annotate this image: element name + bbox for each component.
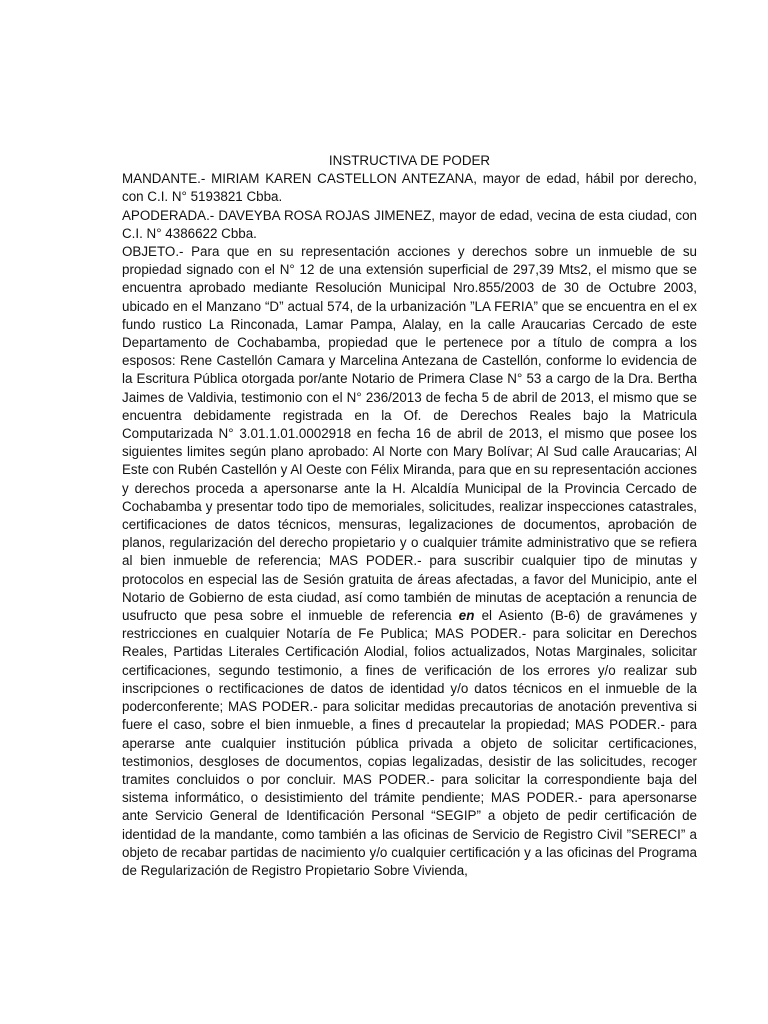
document-title: INSTRUCTIVA DE PODER [328,153,491,168]
objeto-text-part-1: OBJETO.- Para que en su representación acciones y derechos sobre un inmueble de su propiedad signado con el N° 12 de una extensión superficial de 297,39 Mts2, el mismo que se encuentra aprobado mediante Resolución Municipal Nro.855/2003 de 30 de Octubre 2003, ubicado en el Manzano “D” actual 574, de la urbanización ”LA FERIA” que se encuentra en el ex fundo rustico La Rinconada, Lamar Pampa, Alalay, en la calle Araucarias Cercado de este Departamento de Cochabamba, propiedad que le pertenece por a título de compra a los esposos: Rene Castellón Camara y Marcelina Antezana de Castellón, conforme lo evidencia de la Escritura Pública otorgada por/ante Notario de Primera Clase N° 53 a cargo de la Dra. Bertha Jaimes de Valdivia, testimonio con el N° 236/2013 de fecha 5 de abril de 2013, el mismo que se encuentra debidamente registrada en la Of. de Derechos Reales bajo la Matricula Computarizada N° 3.01.1.01.0002918 en fecha 16 de abril de 2013, el mismo que posee los siguientes limites según plano aprobado: Al Norte con Mary Bolívar; Al Sud calle Araucarias; Al Este con Rubén Castellón y Al Oeste con Félix Miranda, para que en su representación acciones y derechos proceda a apersonarse ante la H. Alcaldía Municipal de la Provincia Cercado de Cochabamba y presentar todo tipo de memoriales, solicitudes, realizar inspecciones catastrales, certificaciones de datos técnicos, mensuras, legalizaciones de documentos, aprobación de planos, regularización del derecho propietario y o cualquier trámite administrativo que se refiera al bien inmueble de referencia; MAS PODER.- para suscribir cualquier tipo de minutas y protocolos en especial las de Sesión gratuita de áreas afectadas, a favor del Municipio, ante el Notario de Gobierno de esta ciudad, así como también de minutas de aceptación a renuncia de usufructo que pesa sobre el inmueble de referencia [122,244,697,624]
document-page [122,152,697,880]
objeto-paragraph [122,243,697,880]
mandante-paragraph: MANDANTE.- MIRIAM KAREN CASTELLON ANTEZANA, mayor de edad, hábil por derecho, con C.I. N° 5193821 Cbba. [122,171,697,205]
emphasis-en: en [458,608,475,624]
apoderada-paragraph: APODERADA.- DAVEYBA ROSA ROJAS JIMENEZ, mayor de edad, vecina de esta ciudad, con C.I. N° 4386622 Cbba. [122,207,697,241]
objeto-text-part-2: el Asiento (B-6) de gravámenes y restricciones en cualquier Notaría de Fe Publica; MAS PODER.- para solicitar en Derechos Reales, Partidas Literales Certificación Alodial, folios actualizados, Notas Marginales, solicitar certificaciones, segundo testimonio, a fines de verificación de los errores y/o realizar sub inscripciones o rectificaciones de datos de identidad y/o datos técnicos en el inmueble de la poderconferente; MAS PODER.- para solicitar medidas precautorias de anotación preventiva si fuere el caso, sobre el bien inmueble, a fines d precautelar la propiedad; MAS PODER.- para aperarse ante cualquier institución pública privada a objeto de solicitar certificaciones, testimonios, desgloses de documentos, copias legalizadas, desistir de las solicitudes, recoger tramites concluidos o por concluir. MAS PODER.- para solicitar la correspondiente baja del sistema informático, o desistimiento del trámite pendiente; MAS PODER.- para apersonarse ante Servicio General de Identificación Personal “SEGIP” a objeto de pedir certificación de identidad de la mandante, como también a las oficinas de Servicio de Registro Civil ”SERECI” a objeto de recabar partidas de nacimiento y/o cualquier certificación y a las oficinas del Programa de Regularización de Registro Propietario Sobre Vivienda, [122,608,697,878]
